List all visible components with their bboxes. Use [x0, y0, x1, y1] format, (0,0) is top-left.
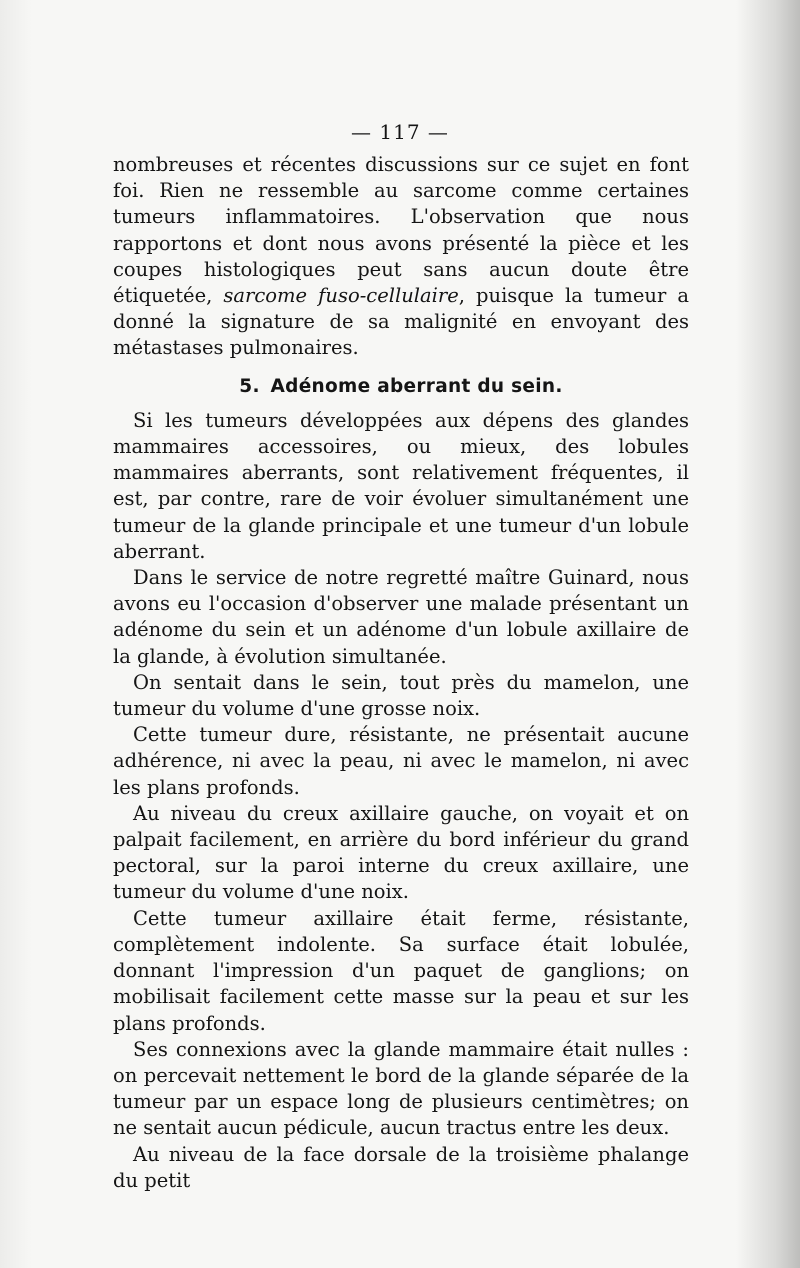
paragraph: Dans le service de notre regretté maître Guinard, nous avons eu l'occasion d'observer une malade présentant un adénome du sein et un adénome d'un lobule axillaire de la glande, à évolution simultanée. [113, 566, 689, 668]
paragraph: Cette tumeur dure, résistante, ne présentait aucune adhérence, ni avec la peau, ni avec le mamelon, ni avec les plans profonds. [113, 723, 689, 799]
paragraph: On sentait dans le sein, tout près du mamelon, une tumeur du volume d'une grosse noix. [113, 670, 689, 721]
paragraph: Au niveau de la face dorsale de la troisième phalange du petit [113, 1142, 689, 1192]
paragraph: Au niveau du creux axillaire gauche, on voyait et on palpait facilement, en arrière du bord inférieur du grand pectoral, sur la paroi interne du creux axillaire, une tumeur du volume d'une noix. [113, 801, 689, 904]
page-number: — 117 — [351, 120, 449, 144]
paragraph: Ses connexions avec la glande mammaire était nulles : on percevait nettement le bord de la glande séparée de la tumeur par un espace long de plusieurs centimètres; on ne sentait aucun pédicule, aucun tractus entre les deux. [113, 1037, 689, 1140]
section-heading-title: Adénome aberrant du sein. [270, 375, 563, 397]
paragraph-1-start: nombreuses et récentes discussions sur ce sujet en font foi. Rien ne ressemble au sarcome comme certaines tumeurs inflammatoires. L'observation que nous rapportons et dont nous avons présenté la pièce et les coupes histologiques peut sans aucun doute être étiquetée, [113, 153, 689, 308]
paragraph-1-italic: sarcome fuso-cellulaire [223, 284, 459, 308]
paragraph-1 [113, 152, 689, 362]
body-text [113, 152, 689, 1194]
section-heading-number: 5. [239, 375, 260, 397]
paragraph: Si les tumeurs développées aux dépens des glandes mammaires accessoires, ou mieux, des lobules mammaires aberrants, sont relativement fréquentes, il est, par contre, rare de voir évoluer simultanément une tumeur de la glande principale et une tumeur d'un lobule aberrant. [113, 408, 689, 563]
paragraph: Cette tumeur axillaire était ferme, résistante, complètement indolente. Sa surface était lobulée, donnant l'impression d'un paquet de ganglions; on mobilisait facilement cette masse sur la peau et sur les plans profonds. [113, 906, 689, 1035]
section-heading [113, 374, 689, 400]
paragraph-1-end: , puisque la tumeur a donné la signature de sa malignité en envoyant des métastases pulmonaires. [113, 284, 689, 360]
